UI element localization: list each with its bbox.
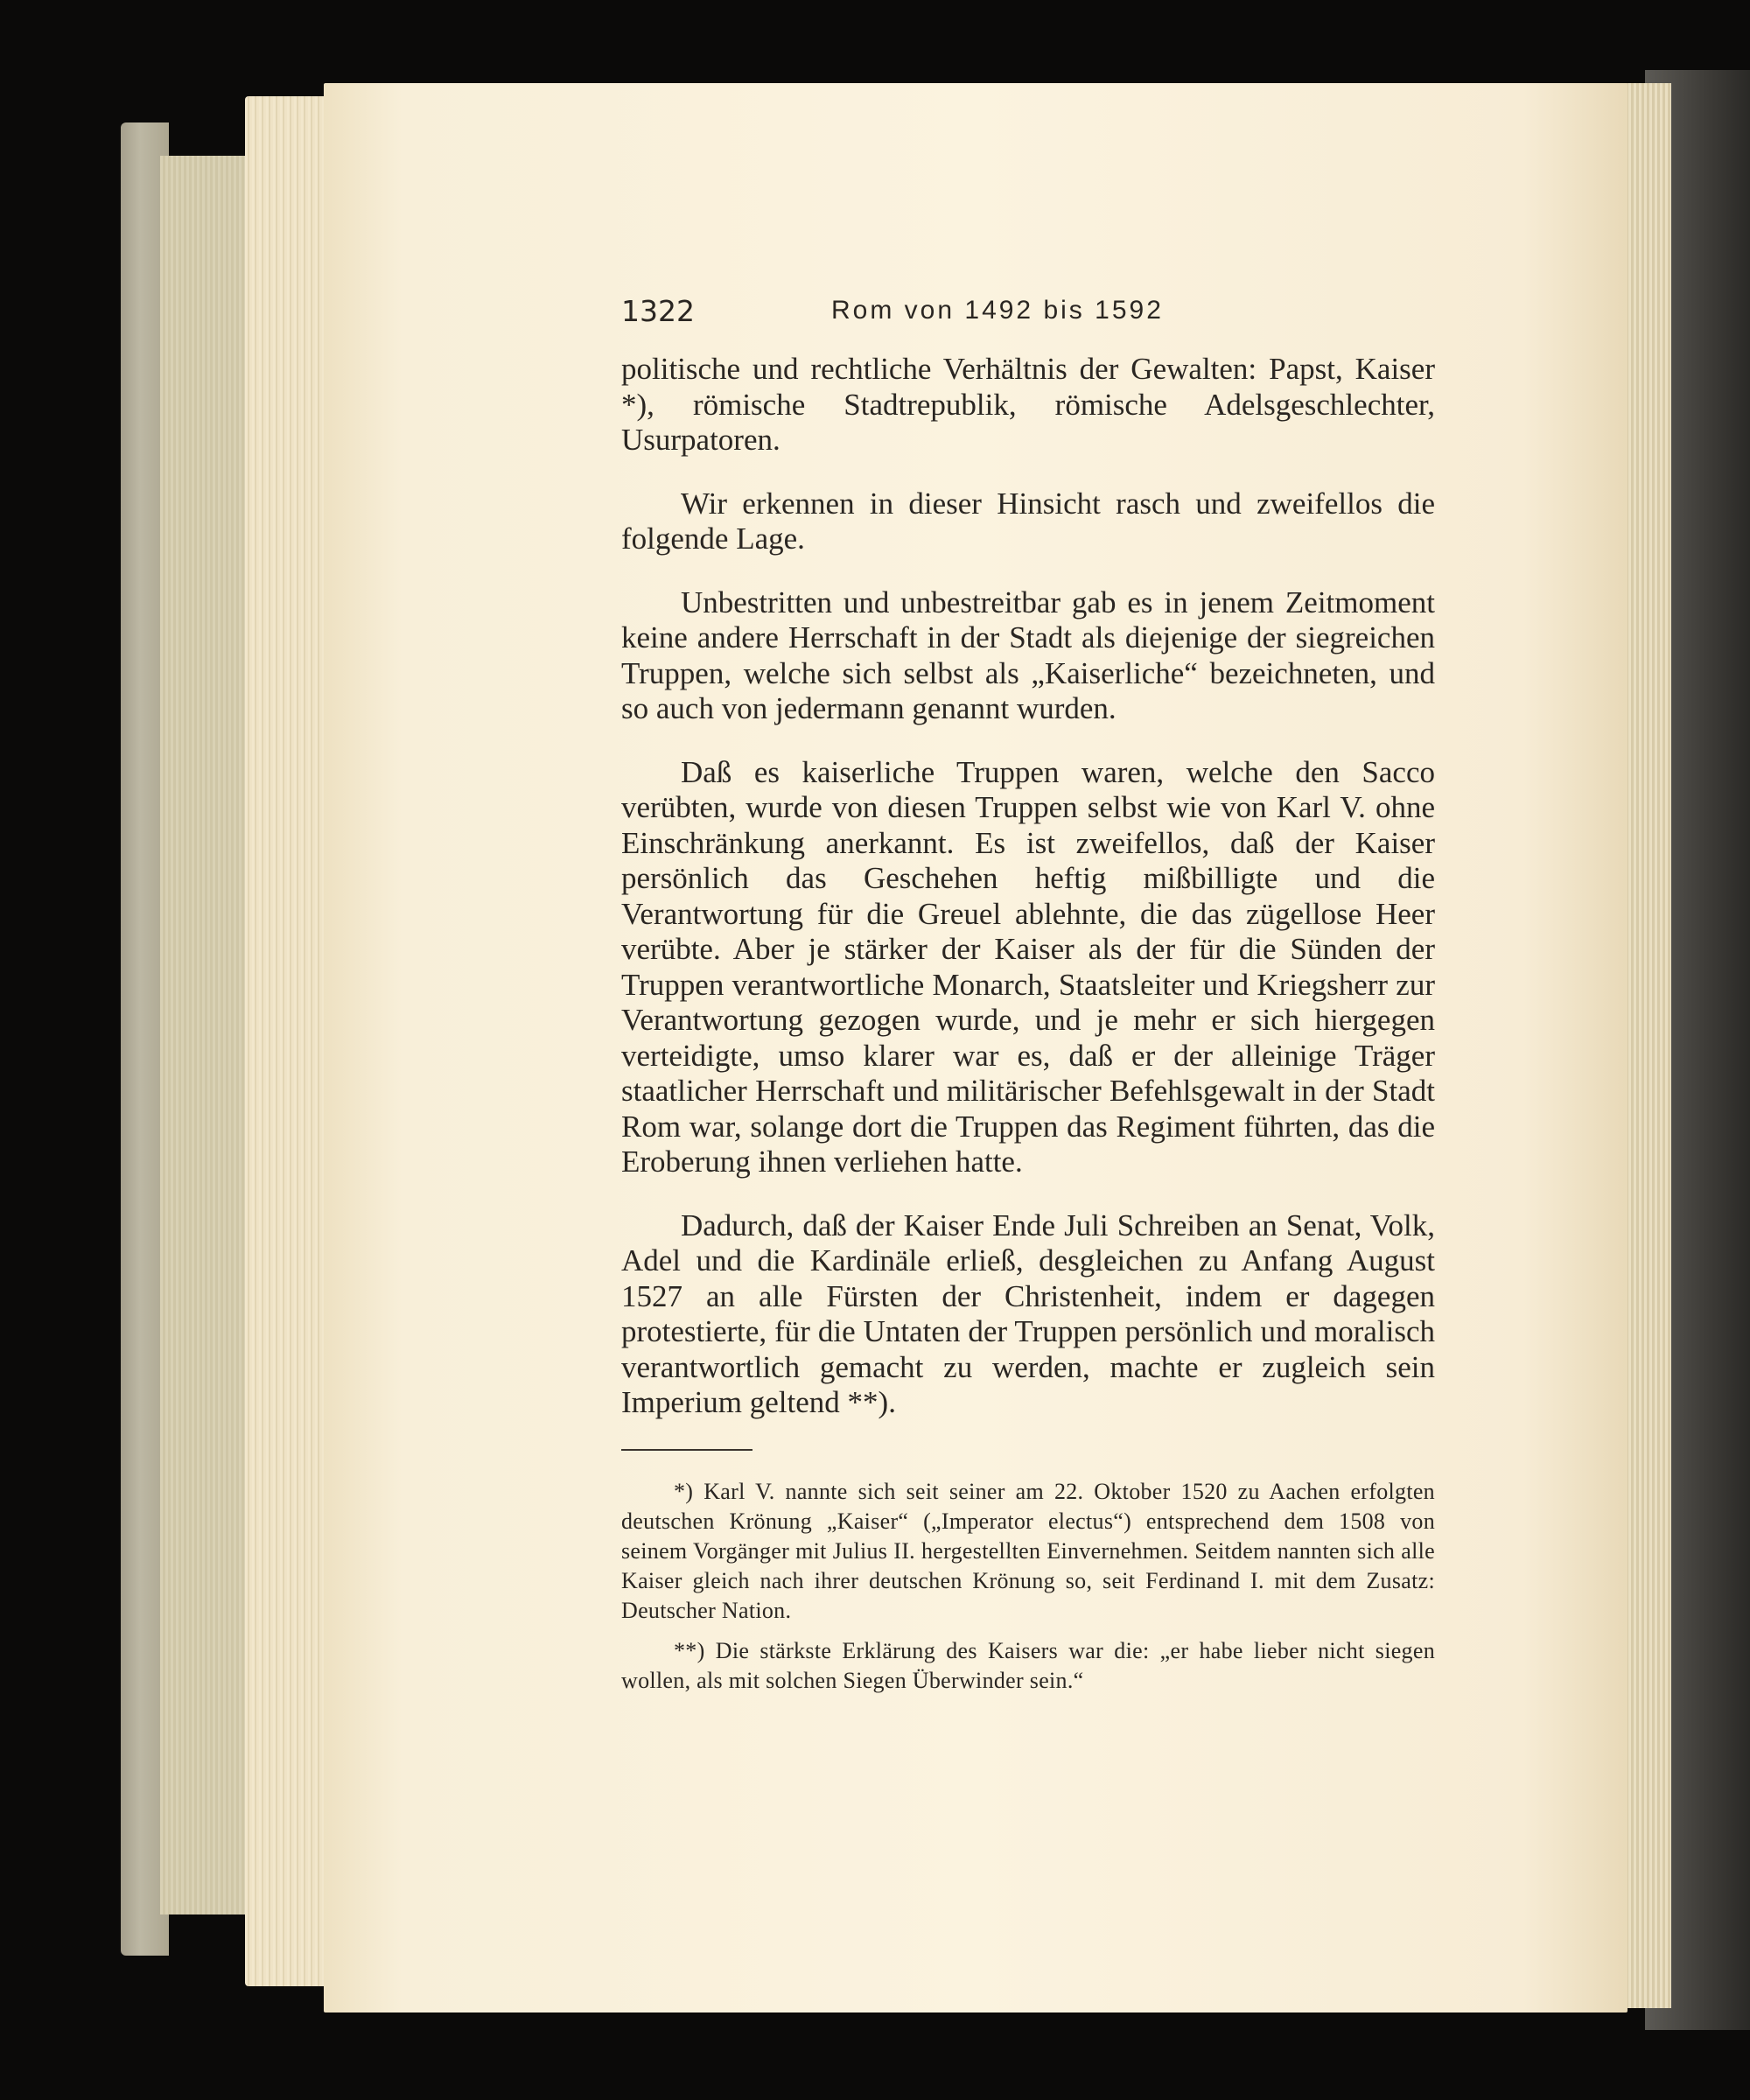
- page-content: [621, 289, 1435, 1706]
- page-number: 1322: [621, 294, 695, 328]
- facing-page-edge: [1623, 83, 1671, 2008]
- running-head-title: Rom von 1492 bis 1592: [831, 296, 1164, 325]
- paragraph: Unbestritten und unbestreitbar gab es in jenem Zeitmoment keine andere Herrschaft in der Stadt als diejenige der siegreichen Truppen, welche sich selbst als „Kaiserliche“ bezeichneten, und so auch von jedermann genannt wurden.: [621, 584, 1435, 725]
- paragraph: Wir erkennen in dieser Hinsicht rasch und zweifellos die folgende Lage.: [621, 486, 1435, 556]
- body-text: [621, 352, 1435, 1421]
- footnotes: [621, 1477, 1435, 1696]
- running-head: [621, 289, 1435, 332]
- footnote-divider: [621, 1449, 752, 1451]
- footnote: **) Die stärkste Erklärung des Kaisers war die: „er habe lieber nicht siegen wollen, als mit solchen Siegen Überwinder sein.“: [621, 1637, 1435, 1693]
- footnote: *) Karl V. nannte sich seit seiner am 22. Oktober 1520 zu Aachen erfolgten deutschen Krönung „Kaiser“ („Imperator electus“) entsprechend dem 1508 von seinem Vorgänger mit Julius II. hergestellten Einvernehmen. Seitdem nannten sich alle Kaiser gleich nach ihrer deutschen Krönung so, seit Ferdinand I. mit dem Zusatz: Deutscher Nation.: [621, 1478, 1435, 1623]
- page-stack-edges: [245, 96, 328, 1986]
- paragraph: politische und rechtliche Verhältnis der Gewalten: Papst, Kaiser *), römische Stadtrepublik, römische Adelsgeschlechter, Usurpatoren.: [621, 352, 1435, 457]
- book-spine-edge: [160, 156, 248, 1914]
- paragraph: Daß es kaiserliche Truppen waren, welche den Sacco verübten, wurde von diesen Truppen selbst wie von Karl V. ohne Einschränkung anerkannt. Es ist zweifellos, daß der Kaiser persönlich das Geschehen heftig mißbilligte und die Verantwortung für die Greuel ablehnte, die das zügellose Heer verübte. Aber je stärker der Kaiser als der für die Sünden der Truppen verantwortliche Monarch, Staatsleiter und Kriegsherr zur Verantwortung gezogen wurde, und je mehr er sich hiergegen verteidigte, umso klarer war es, daß er der alleinige Träger staatlicher Herrschaft und militärischer Befehlsgewalt in der Stadt Rom war, solange dort die Truppen das Regiment führten, das die Eroberung ihnen verliehen hatte.: [621, 754, 1435, 1179]
- paragraph: Dadurch, daß der Kaiser Ende Juli Schreiben an Senat, Volk, Adel und die Kardinäle erließ, desgleichen zu Anfang August 1527 an alle Fürsten der Christenheit, indem er dagegen protestierte, für die Untaten der Truppen persönlich und moralisch verantwortlich gemacht zu werden, machte er zugleich sein Imperium geltend **).: [621, 1208, 1435, 1419]
